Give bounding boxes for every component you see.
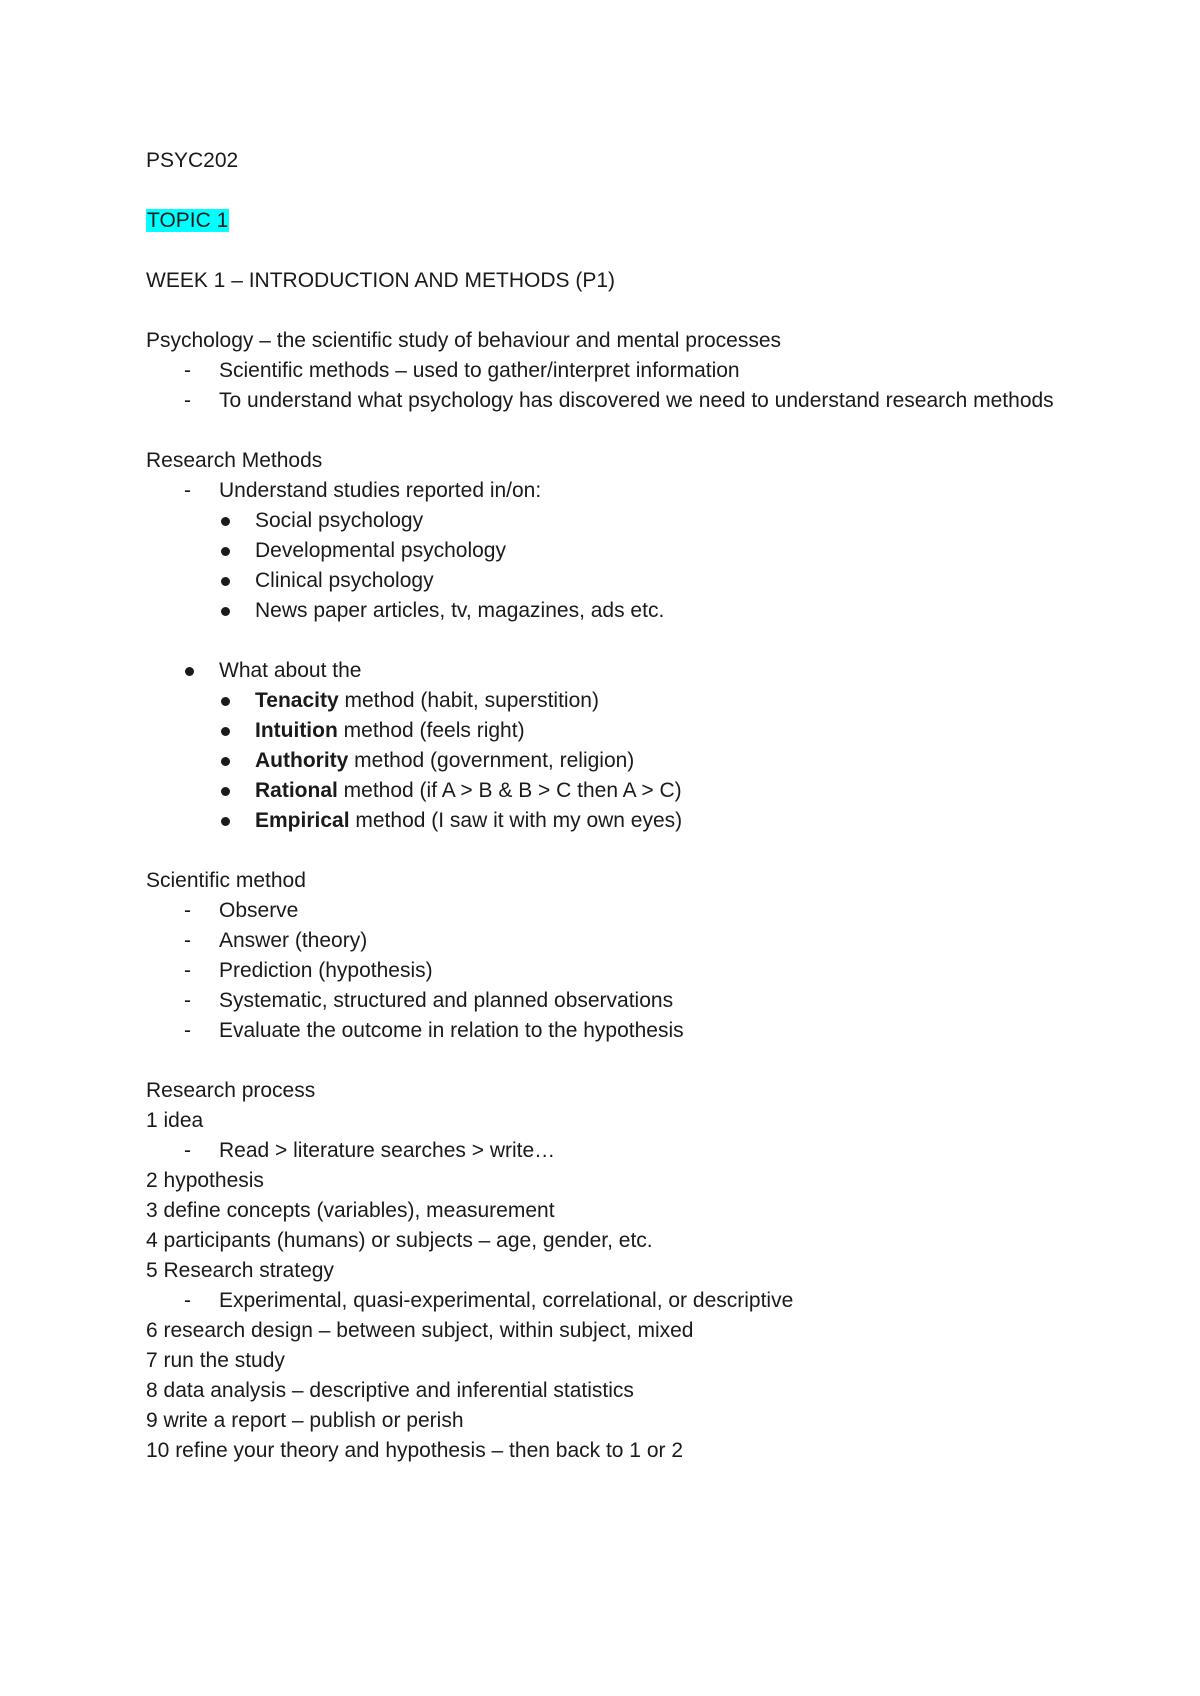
process-step: 8 data analysis – descriptive and inferential statistics xyxy=(146,1379,634,1402)
list-item: - Experimental, quasi-experimental, correlational, or descriptive xyxy=(146,1286,1066,1316)
method-item: Tenacity method (habit, superstition) xyxy=(146,686,1066,716)
list-item: - Systematic, structured and planned observations xyxy=(146,986,1066,1016)
list-item: News paper articles, tv, magazines, ads etc. xyxy=(146,596,1066,626)
process-step: 2 hypothesis xyxy=(146,1169,264,1192)
research-methods-title: Research Methods xyxy=(146,449,323,472)
bullet-icon xyxy=(221,517,230,526)
bullet-icon xyxy=(221,817,230,826)
list-item: - Answer (theory) xyxy=(146,926,1066,956)
process-step: 3 define concepts (variables), measurement xyxy=(146,1199,555,1222)
dash-marker: - xyxy=(184,1289,191,1312)
week-heading: WEEK 1 – INTRODUCTION AND METHODS (P1) xyxy=(146,269,616,292)
list-item: Developmental psychology xyxy=(146,536,1066,566)
process-step: 9 write a report – publish or perish xyxy=(146,1409,464,1432)
bullet-icon xyxy=(221,547,230,556)
dash-marker: - xyxy=(184,479,191,502)
dash-marker: - xyxy=(184,959,191,982)
process-step: 1 idea xyxy=(146,1109,204,1132)
method-item: Authority method (government, religion) xyxy=(146,746,1066,776)
method-item: Intuition method (feels right) xyxy=(146,716,1066,746)
list-item: Social psychology xyxy=(146,506,1066,536)
dash-marker: - xyxy=(184,359,191,382)
bullet-icon xyxy=(221,757,230,766)
list-item: - Prediction (hypothesis) xyxy=(146,956,1066,986)
method-item: Rational method (if A > B & B > C then A > C) xyxy=(146,776,1066,806)
dash-marker: - xyxy=(184,989,191,1012)
scientific-method-title: Scientific method xyxy=(146,869,306,892)
dash-marker: - xyxy=(184,389,191,412)
list-item: - Evaluate the outcome in relation to the hypothesis xyxy=(146,1016,1066,1046)
list-item: - Scientific methods – used to gather/interpret information xyxy=(146,356,1066,386)
list-item: Clinical psychology xyxy=(146,566,1066,596)
bullet-icon xyxy=(221,697,230,706)
dash-marker: - xyxy=(184,1019,191,1042)
bullet-icon xyxy=(221,577,230,586)
process-step: 7 run the study xyxy=(146,1349,285,1372)
topic-heading: TOPIC 1 xyxy=(147,209,229,232)
list-item: - Understand studies reported in/on: xyxy=(146,476,1066,506)
dash-marker: - xyxy=(184,899,191,922)
research-process-title: Research process xyxy=(146,1079,316,1102)
process-step: 4 participants (humans) or subjects – age, gender, etc. xyxy=(146,1229,653,1252)
document-page xyxy=(146,146,1066,1466)
bullet-icon xyxy=(221,787,230,796)
list-item: - Read > literature searches > write… xyxy=(146,1136,1066,1166)
bullet-icon xyxy=(185,667,194,676)
dash-marker: - xyxy=(184,1139,191,1162)
psychology-definition: Psychology – the scientific study of behaviour and mental processes xyxy=(146,329,782,352)
process-step: 5 Research strategy xyxy=(146,1259,334,1282)
list-item: What about the xyxy=(146,656,1066,686)
process-step: 10 refine your theory and hypothesis – then back to 1 or 2 xyxy=(146,1439,684,1462)
process-step: 6 research design – between subject, within subject, mixed xyxy=(146,1319,694,1342)
list-item: - To understand what psychology has discovered we need to understand research methods xyxy=(146,386,1069,416)
course-code: PSYC202 xyxy=(146,149,239,172)
bullet-icon xyxy=(221,727,230,736)
method-item: Empirical method (I saw it with my own eyes) xyxy=(146,806,1066,836)
bullet-icon xyxy=(221,607,230,616)
dash-marker: - xyxy=(184,929,191,952)
list-item: - Observe xyxy=(146,896,1066,926)
